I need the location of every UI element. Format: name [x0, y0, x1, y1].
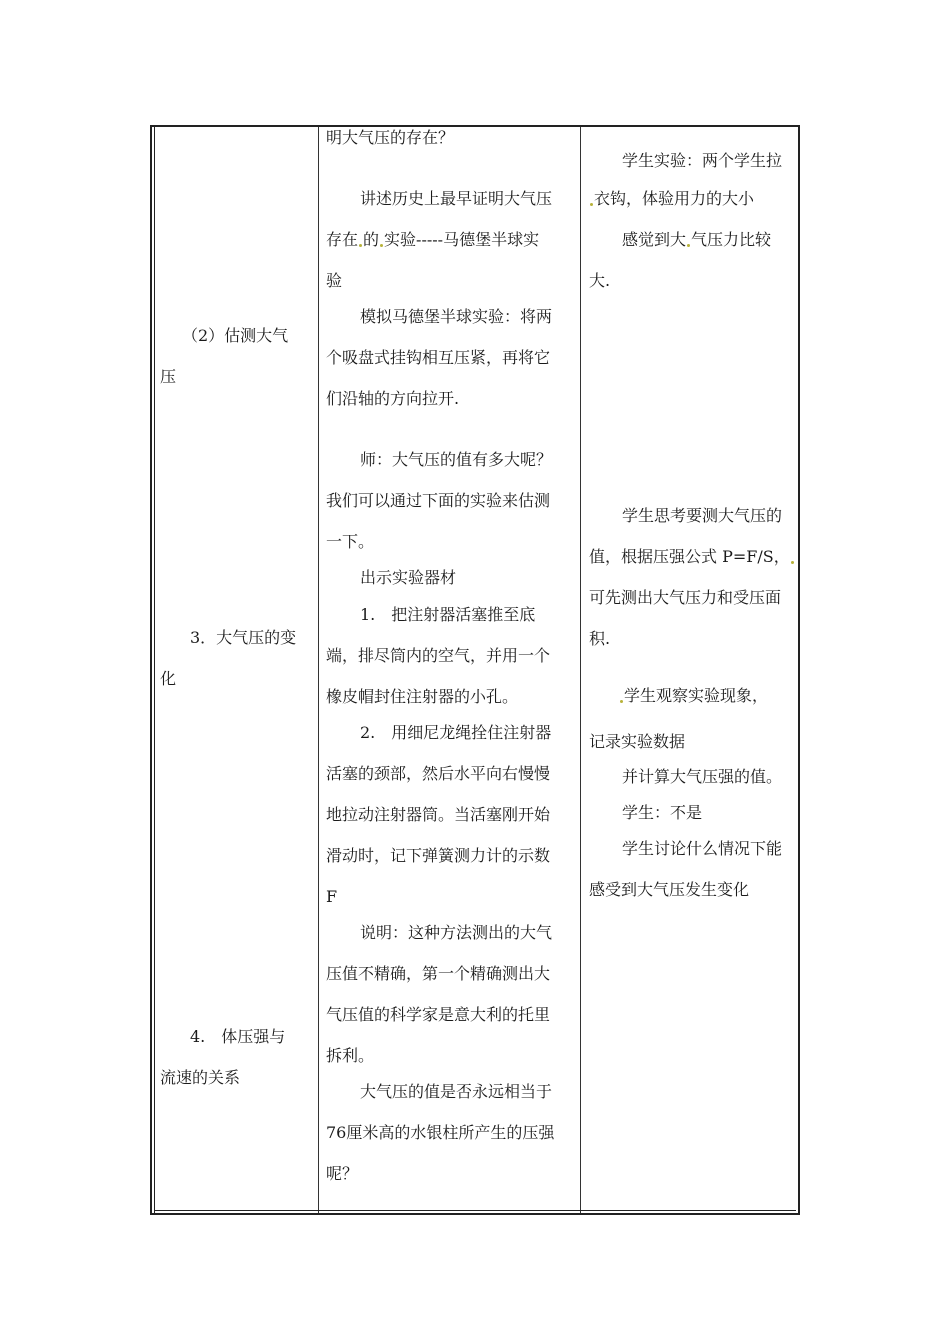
teacher-text: 的: [363, 230, 380, 249]
teacher-line: 一下。: [326, 532, 375, 551]
teacher-line: 气压值的科学家是意大利的托里: [326, 1005, 551, 1024]
section-4-heading-line1: 4. 体压强与: [190, 1027, 286, 1046]
student-line: 并计算大气压强的值。: [622, 767, 783, 786]
annotation-dot: [590, 203, 593, 206]
annotation-dot: [687, 244, 690, 247]
teacher-line: 地拉动注射器筒。当活塞刚开始: [326, 805, 551, 824]
student-text: 值，根据压强公式 P=F/S，: [589, 547, 790, 566]
student-line: [589, 189, 754, 209]
student-text: 衣钩，体验用力的大小: [594, 189, 755, 208]
teacher-line: 橡皮帽封住注射器的小孔。: [326, 687, 519, 706]
section-2-heading-line1: （2）估测大气: [182, 326, 289, 345]
student-line: [619, 686, 768, 706]
student-line: 大.: [589, 271, 611, 290]
teacher-line: 验: [326, 271, 343, 290]
teacher-line: 滑动时，记下弹簧测力计的示数: [326, 846, 551, 865]
teacher-line: [326, 230, 539, 250]
teacher-text: 实验-----马德堡半球实: [384, 230, 540, 249]
student-line: [589, 547, 795, 567]
teacher-line: 个吸盘式挂钩相互压紧，再将它: [326, 348, 551, 367]
annotation-dot: [380, 244, 383, 247]
student-line: 记录实验数据: [589, 732, 686, 751]
teacher-line: 1. 把注射器活塞推至底: [360, 605, 536, 624]
student-line: 积.: [589, 629, 611, 648]
teacher-line: 讲述历史上最早证明大气压: [360, 189, 553, 208]
teacher-line: 2. 用细尼龙绳拴住注射器: [360, 723, 552, 742]
lesson-table: [150, 125, 800, 1215]
teacher-line: 压值不精确，第一个精确测出大: [326, 964, 551, 983]
teacher-text: 存在: [326, 230, 359, 249]
annotation-dot: [359, 244, 362, 247]
section-3-heading-line2: 化: [160, 669, 177, 688]
teacher-line: 出示实验器材: [360, 568, 457, 587]
annotation-dot: [791, 561, 794, 564]
student-line: 可先测出大气压力和受压面: [589, 588, 782, 607]
teacher-line: 大气压的值是否永远相当于: [360, 1082, 553, 1101]
column-divider-1: [318, 127, 319, 1213]
teacher-line: 拆利。: [326, 1046, 375, 1065]
student-text: 气压力比较: [691, 230, 772, 249]
student-line: [622, 230, 771, 250]
annotation-dot: [620, 700, 623, 703]
teacher-line: 活塞的颈部，然后水平向右慢慢: [326, 764, 551, 783]
student-text: 学生观察实验现象，: [624, 686, 769, 705]
section-3-heading-line1: 3．大气压的变: [190, 628, 297, 647]
teacher-line: 师：大气压的值有多大呢？: [360, 450, 553, 469]
teacher-line: 76厘米高的水银柱所产生的压强: [326, 1123, 555, 1142]
student-line: 学生思考要测大气压的: [622, 506, 783, 525]
student-line: 感受到大气压发生变化: [589, 880, 750, 899]
teacher-line: F: [326, 887, 338, 906]
teacher-line: 模拟马德堡半球实验：将两: [360, 307, 553, 326]
teacher-line: 说明：这种方法测出的大气: [360, 923, 553, 942]
section-4-heading-line2: 流速的关系: [160, 1068, 241, 1087]
teacher-line: 端，排尽筒内的空气，并用一个: [326, 646, 551, 665]
teacher-line: 呢？: [326, 1164, 359, 1183]
teacher-line: 明大气压的存在？: [326, 128, 455, 147]
student-line: 学生讨论什么情况下能: [622, 839, 783, 858]
section-2-heading-line2: 压: [160, 367, 177, 386]
student-line: 学生实验：两个学生拉: [622, 151, 783, 170]
column-divider-2: [580, 127, 581, 1213]
teacher-line: 们沿轴的方向拉开.: [326, 389, 460, 408]
student-line: 学生：不是: [622, 803, 703, 822]
student-text: 感觉到大: [622, 230, 687, 249]
teacher-line: 我们可以通过下面的实验来估测: [326, 491, 551, 510]
